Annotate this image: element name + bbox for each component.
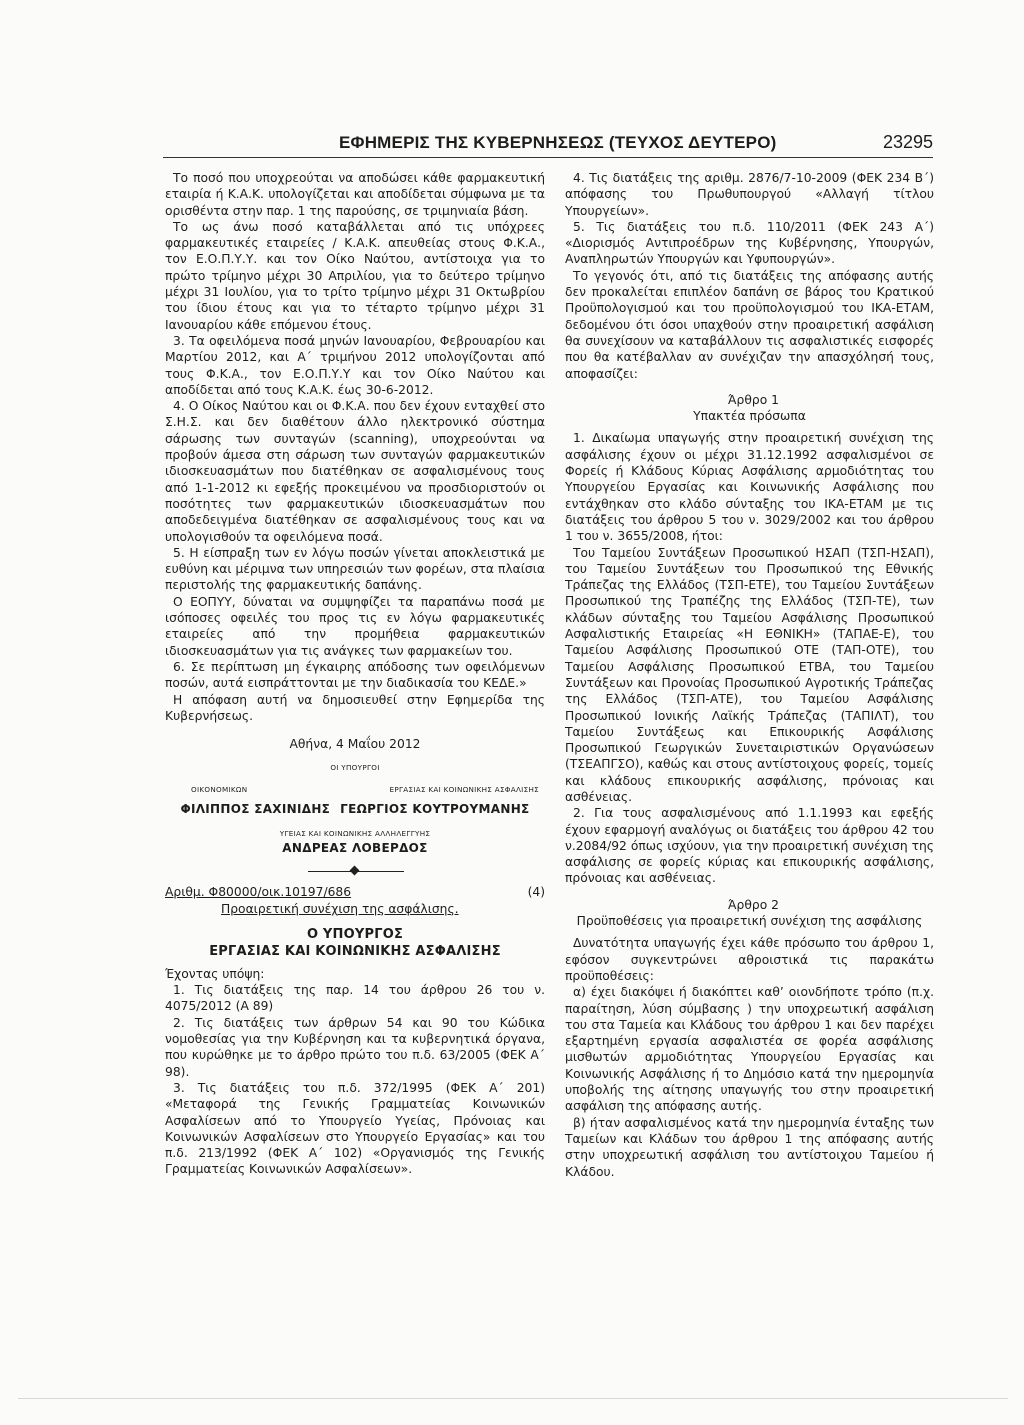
paragraph: Δυνατότητα υπαγωγής έχει κάθε πρόσωπο του άρθρου 1, εφόσον συγκεντρώνει αθροιστικά τις παρακάτω προϋποθέσεις: [565,936,934,983]
consideration-item: 5. Τις διατάξεις του π.δ. 110/2011 (ΦΕΚ 243 Α΄) «Διορισμός Αντιπροέδρων της Κυβέρνησης, Υπουργών, Αναπληρωτών Υπουργών και Υφυπουργών». [565,219,934,267]
decision-number: (4) [527,885,545,900]
article-2-heading: Άρθρο 2 [728,897,779,912]
health-label: ΥΓΕΙΑΣ ΚΑΙ ΚΟΙΝΩΝΙΚΗΣ ΑΛΛΗΛΕΓΓΥΗΣ [279,828,431,838]
ministers-label: ΟΙ ΥΠΟΥΡΓΟΙ [330,763,380,773]
paragraph: 1. Δικαίωμα υπαγωγής στην προαιρετική συνέχιση της ασφάλισης έχουν οι μέχρι 31.12.1992 ασφαλισμένοι σε Φορείς ή Κλάδους Κύριας Ασφάλισης αρμοδιότητας του Υπουργείου Εργασίας και Κοινωνικής Ασφάλισης που εντάχθηκαν στο κλάδο σύνταξης του ΙΚΑ-ΕΤΑΜ με τις διατάξεις του άρθρου 5 του ν. 3029/2002 και του άρθρου 1 του ν. 3655/2008, ήτοι: [565,431,934,544]
article-1-title: Υπακτέα πρόσωπα [693,409,806,424]
consideration-item: 3. Τις διατάξεις του π.δ. 372/1995 (ΦΕΚ Α΄ 201) «Μεταφορά της Γενικής Γραμματείας Κοινωνικών Ασφαλίσεων από το Υπουργείο Υγείας, Πρόνοιας και Κοινωνικών Ασφαλίσεων στο Υπουργείο Εργασίας» και του π.δ. 213/1992 (ΦΕΚ Α΄ 102) «Οργανισμός της Γενικής Γραμματείας Κοινωνικών Ασφαλίσεων». [165,1080,545,1177]
paragraph: Το ως άνω ποσό καταβάλλεται από τις υπόχρεες φαρμακευτικές εταιρείες / Κ.Α.Κ. απευθείας στους Φ.Κ.Α., τον Ε.Ο.Π.Υ.Υ. και τον Οίκο Ναύτου, αντίστοιχα για το πρώτο τρίμηνο μέχρι 30 Απριλίου, για το δεύτερο τρίμηνο μέχρι 31 Ιουλίου, για το τρίτο τρίμηνο μέχρι 31 Οκτωβρίου του ίδιου έτους και για το τέταρτο τρίμηνο μέχρι 31 Ιανουαρίου κάθε επόμενου έτους. [165,219,545,332]
decision-reference: Αριθμ. Φ80000/οικ.10197/686 [165,885,352,900]
signature-labels [165,782,545,798]
article-1-heading: Άρθρο 1 [728,392,779,407]
page-header [163,131,933,157]
paragraph: 3. Τα οφειλόμενα ποσά μηνών Ιανουαρίου, Φεβρουαρίου και Μαρτίου 2012, και Α΄ τριμήνου 2012 υπολογίζονται από τους Φ.Κ.Α., τον Ε.Ο.Π.Υ.Υ και τον Οίκο Ναύτου και αποδίδεται από τους Κ.Α.Κ. έως 30-6-2012. [165,333,545,397]
finance-minister-name: ΦΙΛΙΠΠΟΣ ΣΑΧΙΝΙΔΗΣ [180,801,331,816]
scan-edge-line [18,1398,1008,1399]
paragraph: 6. Σε περίπτωση μη έγκαιρης απόδοσης των οφειλόμενων ποσών, αυτά εισπράττονται με την διαδικασία του ΚΕΔΕ.» [165,659,545,691]
signature-date: Αθήνα, 4 Μαΐου 2012 [289,737,421,752]
finance-label: ΟΙΚΟΝΟΜΙΚΩΝ [191,785,248,795]
paragraph: β) ήταν ασφαλισμένος κατά την ημερομηνία ένταξης των Ταμείων και Κλάδων του άρθρου 1 της απόφασης αυτής στην υποχρεωτική ασφάλιση του αντίστοιχου Ταμείου ή Κλάδου. [565,1115,934,1179]
paragraph: α) έχει διακόψει ή διακόπτει καθ’ οιονδήποτε τρόπο (π.χ. παραίτηση, λύση σύμβασης ) την υποχρεωτική ασφάλιση του στα Ταμεία και Κλάδους του άρθρου 1 και δεν παρέχει εξαρτημένη εργασία ασφαλιστέα σε φορέα ασφάλισης μισθωτών αρμοδιότητας Υπουργείου Εργασίας και Κοινωνικής Ασφάλισης ή το Δημόσιο κατά την ημερομηνία υποβολής της αίτησης υπαγωγής του στην προαιρετική ασφάλιση της απόφασης αυτής. [565,985,934,1114]
paragraph: 4. Ο Οίκος Ναύτου και οι Φ.Κ.Α. που δεν έχουν ενταχθεί στο Σ.Η.Σ. και δεν διαθέτουν άλλο ηλεκτρονικό σύστημα σάρωσης των συνταγών (scanning), υποχρεούνται να προβούν άμεσα στη σάρωση των συνταγών φαρμακευτικών ιδιοσκευασμάτων που διατέθηκαν σε ασφαλισμένους τους από 1-1-2012 κι εφεξής προκειμένου να προσδιοριστούν οι ποσότητες των φαρμακευτικών ιδιοσκευασμάτων που αποδεδειγμένα διατέθηκαν σε ασφαλισμένους τους και να υπολογισθούν τα οφειλόμενα ποσά. [165,399,545,544]
consideration-item: 4. Τις διατάξεις της αριθμ. 2876/7-10-2009 (ΦΕΚ 234 Β΄) απόφασης του Πρωθυπουργού «Αλλαγή τίτλου Υπουργείων». [565,171,934,218]
minister-heading [165,926,545,960]
minister-line-1: Ο ΥΠΟΥΡΓΟΣ [306,926,404,942]
health-minister-name: ΑΝΔΡΕΑΣ ΛΟΒΕΡΔΟΣ [282,840,428,855]
article-2-title: Προϋποθέσεις για προαιρετική συνέχιση της ασφάλισης [576,914,923,929]
section-separator [165,864,545,878]
decision-header [165,884,545,900]
paragraph: Το ποσό που υποχρεούται να αποδώσει κάθε φαρμακευτική εταιρία ή Κ.Α.Κ. υπολογίζεται και αποδίδεται σύμφωνα με τα ορισθέντα στην παρ. 1 της παρούσης, σε τριμηνιαία βάση. [165,171,545,218]
paragraph: 2. Για τους ασφαλισμένους από 1.1.1993 και εφεξής έχουν εφαρμογή αναλόγως οι διατάξεις του άρθρου 42 του ν.2084/92 όπως ισχύουν, για την προαιρετική συνέχιση της ασφάλισης σε φορείς κύριας και επικουρικής ασφάλισης, πρόνοιας και ασθένειας. [565,806,934,886]
labour-label: ΕΡΓΑΣΙΑΣ ΚΑΙ ΚΟΙΝΩΝΙΚΗΣ ΑΣΦΑΛΙΣΗΣ [389,785,539,795]
left-column [165,170,545,1178]
having-regard: Έχοντας υπόψη: [165,966,265,981]
paragraph: Η απόφαση αυτή να δημοσιευθεί στην Εφημερίδα της Κυβερνήσεως. [165,692,545,723]
signature-names [165,801,545,817]
gazette-title: ΕΦΗΜΕΡΙΣ ΤΗΣ ΚΥΒΕΡΝΗΣΕΩΣ (ΤΕΥΧΟΣ ΔΕΥΤΕΡΟ) [339,133,777,152]
consideration-item: Το γεγονός ότι, από τις διατάξεις της απόφασης αυτής δεν προκαλείται επιπλέον δαπάνη σε βάρος του Κρατικού Προϋπολογισμού και του προϋπολογισμού του ΙΚΑ-ΕΤΑΜ, δεδομένου ότι όσοι υπαχθούν στην προαιρετική ασφάλιση θα συνεχίσουν να καταβάλλουν τις ασφαλιστικές εισφορές που θα κατέβαλλαν αν συνέχιζαν την απασχόλησή τους, αποφασίζει: [565,268,934,381]
paragraph: Του Ταμείου Συντάξεων Προσωπικού ΗΣΑΠ (ΤΣΠ-ΗΣΑΠ), του Ταμείου Συντάξεων του Προσωπικού της Εθνικής Τράπεζας της Ελλάδος (ΤΣΠ-ΕΤΕ), του Ταμείου Συντάξεων Προσωπικού της Τραπέζης της Ελλάδος (ΤΣΠ-ΤΕ), των κλάδων σύνταξης του Ταμείου Ασφάλισης Προσωπικού Ασφαλιστικής Εταιρείας «Η ΕΘΝΙΚΗ» (ΤΑΠΑΕ-Ε), του Ταμείου Ασφάλισης Προσωπικού ΟΤΕ (ΤΑΠ-ΟΤΕ), του Ταμείου Ασφάλισης Προσωπικού ΕΤΒΑ, του Ταμείου Συντάξεων και Προνοίας Προσωπικού Αγροτικής Τράπεζας της Ελλάδος (ΤΣΠ-ΑΤΕ), του Ταμείου Ασφάλισης Προσωπικού Ιονικής Λαϊκής Τράπεζας (ΤΑΠΙΛΤ), του Ταμείου Συντάξεως και Επικουρικής Ασφάλισης Προσωπικού Γεωργικών Συνεταιριστικών Οργανώσεων (ΤΣΕΑΠΓΣΟ), καθώς και στους αντίστοιχους φορείς, τομείς και κλάδους επικουρικής ασφάλισης, πρόνοιας και ασθένειας. [565,545,934,804]
paragraph: 5. Η είσπραξη των εν λόγω ποσών γίνεται αποκλειστικά με ευθύνη και μέριμνα των υπηρεσιών των φορέων, στα πλαίσια περιστολής της φαρμακευτικής δαπάνης. [165,545,545,593]
decision-title: Προαιρετική συνέχιση της ασφάλισης. [221,901,459,916]
consideration-item: 2. Τις διατάξεις των άρθρων 54 και 90 του Κώδικα νομοθεσίας για την Κυβέρνηση και τα κυβερνητικά όργανα, που κυρώθηκε με το άρθρο πρώτο του π.δ. 63/2005 (ΦΕΚ Α΄ 98). [165,1015,545,1079]
page-number: 23295 [882,132,933,152]
header-rule [163,157,933,158]
paragraph: Ο ΕΟΠΥΥ, δύναται να συμψηφίζει τα παραπάνω ποσά με ισόποσες οφειλές του προς τις εν λόγω φαρμακευτικές εταιρείες από την προμήθεια φαρμακευτικών ιδιοσκευασμάτων για τις ανάγκες των φαρμακείων του. [165,594,545,658]
right-column [565,170,934,1180]
diamond-icon [350,866,360,876]
consideration-item: 1. Τις διατάξεις της παρ. 14 του άρθρου 26 του ν. 4075/2012 (Α 89) [165,983,545,1014]
labour-minister-name: ΓΕΩΡΓΙΟΣ ΚΟΥΤΡΟΥΜΑΝΗΣ [340,801,530,816]
minister-line-2: ΕΡΓΑΣΙΑΣ ΚΑΙ ΚΟΙΝΩΝΙΚΗΣ ΑΣΦΑΛΙΣΗΣ [209,943,501,959]
